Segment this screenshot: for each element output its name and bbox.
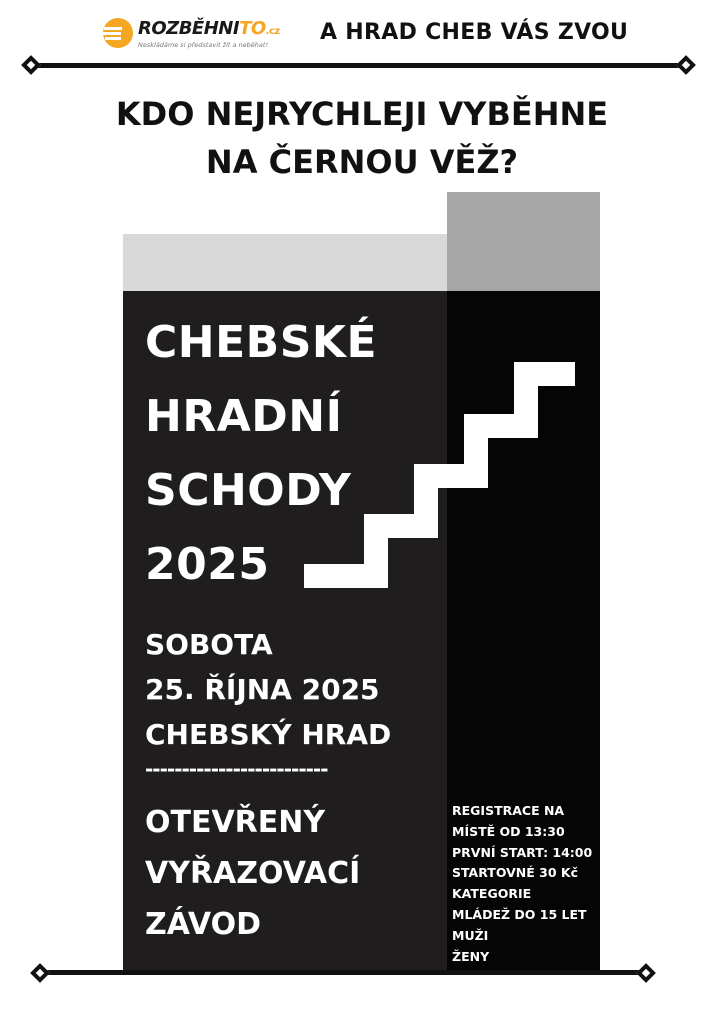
race-type-line-2: VYŘAZOVACÍ: [145, 856, 361, 891]
registration-info: [452, 801, 592, 967]
race-type-line-1: OTEVŘENÝ: [145, 805, 326, 840]
headline: [0, 90, 724, 186]
top-left-diamond-icon: [21, 55, 41, 75]
logo-brand-tld: .cz: [265, 26, 280, 37]
logo-brand: [138, 18, 280, 39]
header-invite: A HRAD CHEB VÁS ZVOU: [320, 20, 629, 45]
rozbehnito-logo: [100, 14, 300, 54]
info-line-registration: REGISTRACE NA: [452, 803, 565, 818]
info-line-category-men: MUŽI: [452, 927, 489, 943]
event-title-line-2: HRADNÍ: [145, 391, 343, 442]
info-line-fee: STARTOVNÉ 30 Kč: [452, 865, 578, 881]
event-day: SOBOTA: [145, 628, 273, 661]
event-title-line-1: CHEBSKÉ: [145, 317, 378, 368]
event-date-place: [145, 622, 391, 757]
headline-line-2: NA ČERNOU VĚŽ?: [205, 143, 519, 181]
race-type: [145, 797, 360, 950]
event-title-line-4: 2025: [145, 539, 270, 590]
event-place: CHEBSKÝ HRAD: [145, 718, 392, 751]
tower-gray-right: [447, 192, 600, 291]
logo-brand-main: ROZBĚHNI: [138, 18, 240, 39]
separator-dashes: -------------------------: [145, 757, 328, 781]
info-line-categories: KATEGORIE: [452, 886, 532, 902]
info-line-category-youth: MLÁDEŽ DO 15 LET: [452, 906, 587, 922]
headline-line-1: KDO NEJRYCHLEJI VYBĚHNE: [115, 95, 609, 133]
race-type-line-3: ZÁVOD: [145, 907, 262, 942]
event-date: 25. ŘÍJNA 2025: [145, 673, 380, 706]
bottom-right-diamond-icon: [636, 963, 656, 983]
info-line-first-start: PRVNÍ START: 14:00: [452, 844, 593, 860]
top-right-diamond-icon: [676, 55, 696, 75]
info-line-category-women: ŽENY: [452, 948, 490, 964]
logo-brand-to: TO: [239, 18, 266, 39]
runner-logo-icon: [100, 16, 134, 50]
event-title: [145, 306, 377, 602]
logo-tagline: Neskládáme si představit žít a neběhat!: [138, 41, 269, 49]
bottom-left-diamond-icon: [30, 963, 50, 983]
top-divider-line: [30, 63, 688, 68]
event-title-line-3: SCHODY: [145, 465, 352, 516]
bottom-divider-line: [40, 970, 646, 975]
tower-gray-left: [123, 234, 447, 291]
info-line-registration-time: MÍSTĚ OD 13:30: [452, 823, 565, 839]
